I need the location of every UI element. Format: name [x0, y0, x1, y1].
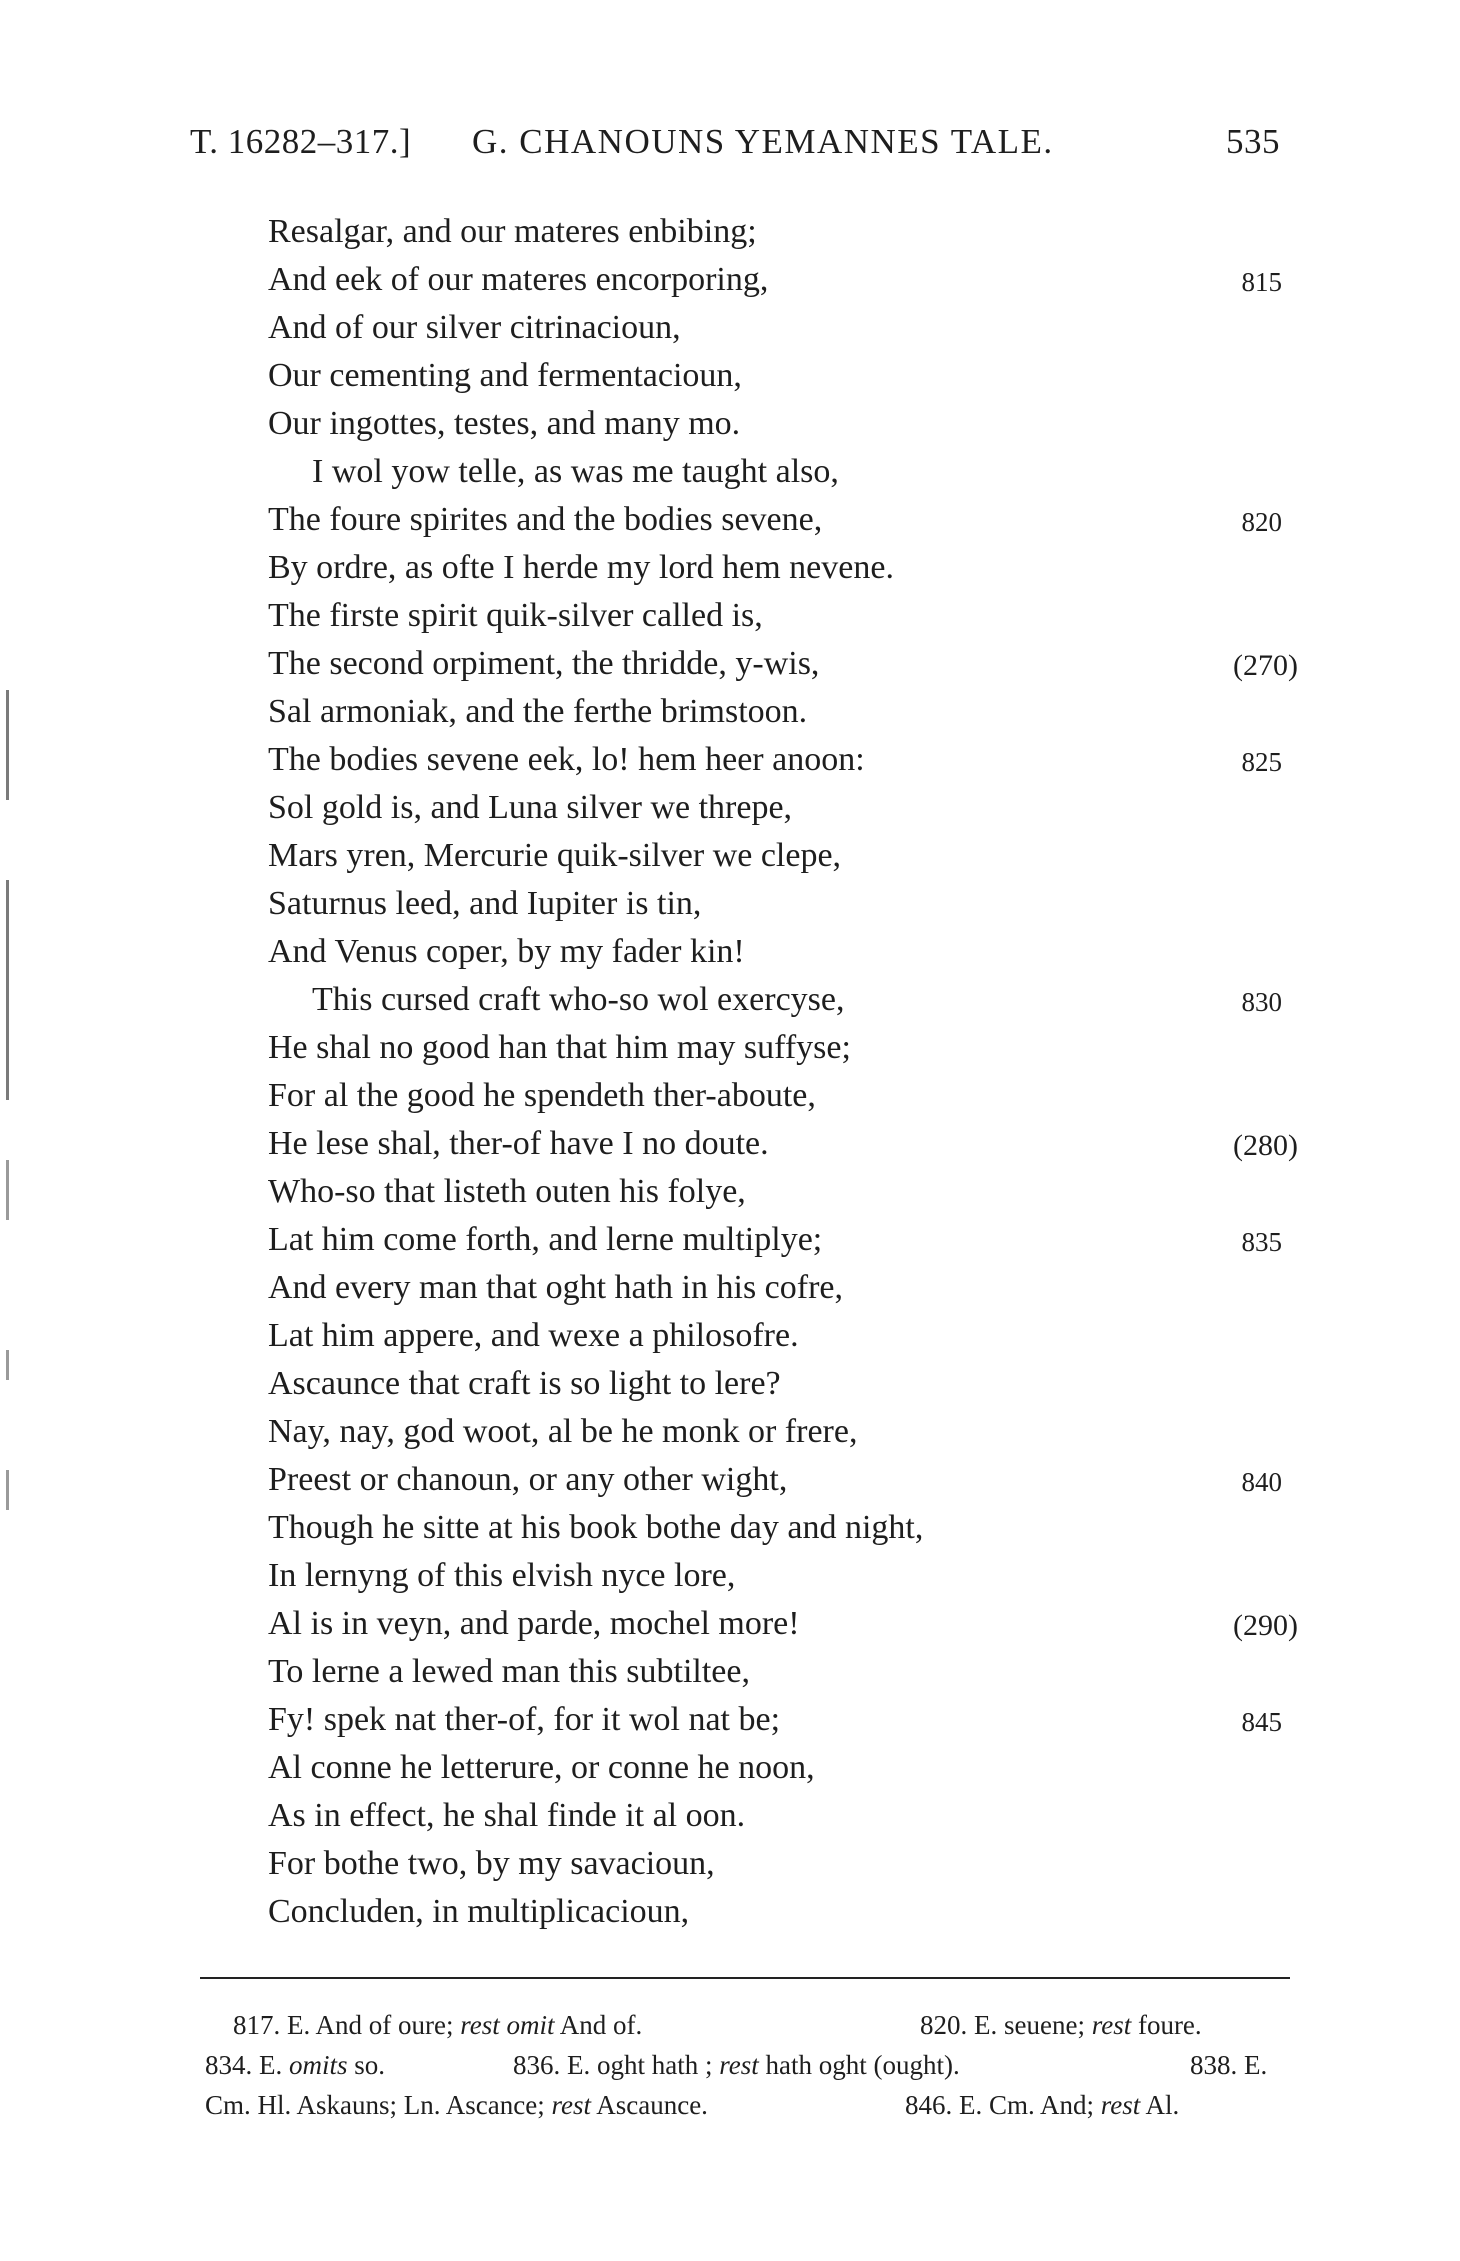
- verse-text: Mars yren, Mercurie quik-silver we clepe,: [268, 837, 842, 874]
- footnote-834: 834. E. omits so.: [205, 2050, 386, 2080]
- verse-text: Saturnus leed, and Iupiter is tin,: [268, 885, 702, 922]
- footnote-838: 838. E.: [1190, 2050, 1268, 2080]
- verse-line: [268, 400, 1298, 448]
- verse-text: And Venus coper, by my fader kin!: [268, 933, 745, 970]
- verse-text: The bodies sevene eek, lo! hem heer anoon:: [268, 741, 865, 778]
- line-number: 820: [1241, 507, 1282, 537]
- verse-line: [268, 1792, 1298, 1840]
- line-number: 845: [1241, 1707, 1282, 1737]
- line-number: (270): [1233, 649, 1298, 682]
- verse-line: [268, 1264, 1298, 1312]
- line-number: 830: [1241, 987, 1282, 1017]
- footnote-820: 820. E. seuene; rest foure.: [920, 2010, 1202, 2040]
- verse-line: [268, 448, 1298, 496]
- verse-text: Nay, nay, god woot, al be he monk or frere,: [268, 1413, 858, 1450]
- verse-line: [268, 208, 1298, 256]
- line-number: 835: [1241, 1227, 1282, 1257]
- verse-line: [268, 832, 1298, 880]
- verse-text: Lat him come forth, and lerne multiplye;: [268, 1221, 823, 1258]
- verse-text: The second orpiment, the thridde, y-wis,: [268, 645, 820, 682]
- verse-text: Ascaunce that craft is so light to lere?: [268, 1365, 781, 1402]
- verse-text: Preest or chanoun, or any other wight,: [268, 1461, 788, 1498]
- verse-text: Concluden, in multiplicacioun,: [268, 1893, 690, 1930]
- verse-text: I wol yow telle, as was me taught also,: [312, 453, 839, 490]
- verse-line: [268, 1504, 1298, 1552]
- verse-text: Sal armoniak, and the ferthe brimstoon.: [268, 693, 808, 730]
- footnote-rule: [200, 1977, 1290, 1979]
- running-title: G. CHANOUNS YEMANNES TALE.: [472, 122, 1054, 161]
- verse-text: As in effect, he shal finde it al oon.: [268, 1797, 746, 1834]
- verse-line: [268, 880, 1298, 928]
- verse-line: [268, 1120, 1298, 1168]
- verse-line: [268, 1552, 1298, 1600]
- verse-line: [268, 1600, 1298, 1648]
- line-number: (280): [1233, 1129, 1298, 1162]
- verse-text: And of our silver citrinacioun,: [268, 309, 681, 346]
- footnote-836: 836. E. oght hath ; rest hath oght (ought).: [513, 2050, 960, 2080]
- verse-line: [268, 1216, 1298, 1264]
- verse-line: [268, 928, 1298, 976]
- verse-line: [268, 688, 1298, 736]
- verse-text: And every man that oght hath in his cofre,: [268, 1269, 844, 1306]
- verse-text: In lernyng of this elvish nyce lore,: [268, 1557, 736, 1594]
- verse-line: [268, 592, 1298, 640]
- verse-text: Lat him appere, and wexe a philosofre.: [268, 1317, 799, 1354]
- verse-line: [268, 304, 1298, 352]
- verse-text: Fy! spek nat ther-of, for it wol nat be;: [268, 1701, 781, 1738]
- scan-edge-mark: [6, 1350, 9, 1380]
- verse-line: [268, 1168, 1298, 1216]
- verse-text: Who-so that listeth outen his folye,: [268, 1173, 746, 1210]
- verse-text: He shal no good han that him may suffyse;: [268, 1029, 851, 1066]
- verse-line: [268, 1312, 1298, 1360]
- line-number: 825: [1241, 747, 1282, 777]
- verse-text: Our cementing and fermentacioun,: [268, 357, 742, 394]
- verse-line: [268, 1072, 1298, 1120]
- line-number: (290): [1233, 1609, 1298, 1642]
- verse-line: [268, 1840, 1298, 1888]
- verse-text: The firste spirit quik-silver called is,: [268, 597, 763, 634]
- verse-line: [268, 1360, 1298, 1408]
- footnote-838-cont: Cm. Hl. Askauns; Ln. Ascance; rest Ascaunce.: [205, 2090, 708, 2120]
- verse-text: Sol gold is, and Luna silver we threpe,: [268, 789, 793, 826]
- verse-text: The foure spirites and the bodies sevene,: [268, 501, 823, 538]
- verse-line: [268, 1456, 1298, 1504]
- verse-text: Al is in veyn, and parde, mochel more!: [268, 1605, 800, 1642]
- verse-line: [268, 544, 1298, 592]
- verse-text: This cursed craft who-so wol exercyse,: [312, 981, 845, 1018]
- verse-line: [268, 256, 1298, 304]
- verse-line: [268, 1024, 1298, 1072]
- verse-block: [268, 208, 1298, 1936]
- footnote-row: [205, 2045, 1295, 2085]
- verse-text: And eek of our materes encorporing,: [268, 261, 769, 298]
- scan-edge-mark: [6, 880, 9, 1100]
- footnote-846: 846. E. Cm. And; rest Al.: [905, 2090, 1180, 2120]
- footnote-row: [205, 2085, 1295, 2125]
- verse-text: He lese shal, ther-of have I no doute.: [268, 1125, 769, 1162]
- verse-line: [268, 784, 1298, 832]
- line-number: 815: [1241, 267, 1282, 297]
- scan-edge-mark: [6, 1470, 9, 1510]
- verse-line: [268, 736, 1298, 784]
- verse-line: [268, 1696, 1298, 1744]
- scan-edge-mark: [6, 690, 9, 800]
- verse-line: [268, 640, 1298, 688]
- line-number: 840: [1241, 1467, 1282, 1497]
- verse-text: By ordre, as ofte I herde my lord hem nevene.: [268, 549, 894, 586]
- footnote-817: 817. E. And of oure; rest omit And of.: [233, 2010, 643, 2040]
- verse-text: To lerne a lewed man this subtiltee,: [268, 1653, 750, 1690]
- line-range: T. 16282–317.]: [190, 122, 412, 161]
- footnotes: [205, 2005, 1295, 2125]
- verse-text: Al conne he letterure, or conne he noon,: [268, 1749, 815, 1786]
- page-number: 535: [1226, 122, 1280, 161]
- footnote-row: [205, 2005, 1295, 2045]
- verse-line: [268, 1744, 1298, 1792]
- verse-text: For bothe two, by my savacioun,: [268, 1845, 715, 1882]
- verse-line: [268, 1408, 1298, 1456]
- verse-text: Resalgar, and our materes enbibing;: [268, 213, 757, 250]
- verse-line: [268, 1888, 1298, 1936]
- verse-text: Our ingottes, testes, and many mo.: [268, 405, 741, 442]
- scan-edge-mark: [6, 1160, 9, 1220]
- verse-text: For al the good he spendeth ther-aboute,: [268, 1077, 816, 1114]
- verse-line: [268, 352, 1298, 400]
- verse-line: [268, 1648, 1298, 1696]
- verse-line: [268, 976, 1298, 1024]
- verse-text: Though he sitte at his book bothe day and night,: [268, 1509, 924, 1546]
- running-head: [190, 122, 1280, 172]
- verse-line: [268, 496, 1298, 544]
